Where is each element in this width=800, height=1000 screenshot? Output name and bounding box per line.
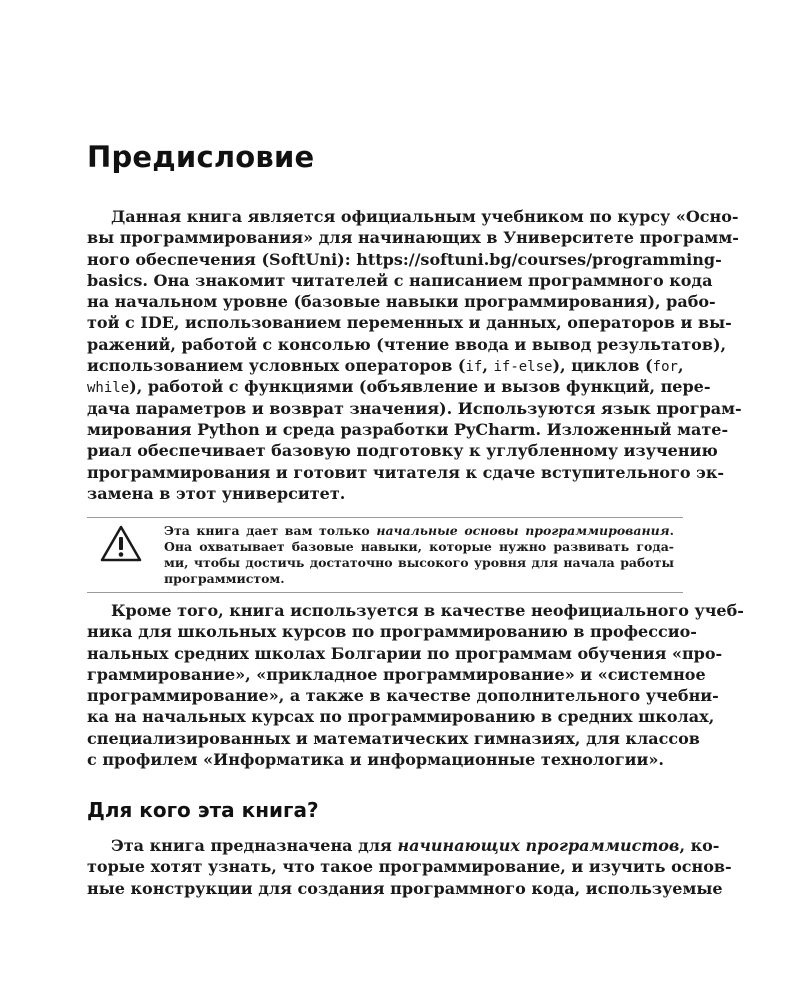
page-title: Предисловие xyxy=(87,140,315,174)
warning-note xyxy=(87,517,683,593)
text-line: вы программирования» для начинающих в Университете программ- xyxy=(87,228,739,248)
text-line: basics. Она знакомит читателей с написанием программного кода xyxy=(87,270,713,290)
emphasis: начальные основы программирования xyxy=(376,523,670,538)
text-line: мирования Python и среда разработки PyCharm. Изложенный мате- xyxy=(87,419,729,439)
text-line: ного обеспечения (SoftUni): https://softuni.bg/courses/programming- xyxy=(87,249,722,269)
text-line: программирование», а также в качестве дополнительного учебни- xyxy=(87,686,719,706)
text-line: Кроме того, книга используется в качестве неофициального учеб- xyxy=(111,601,744,620)
text-line: ражений, работой с консолью (чтение ввода и вывод результатов), xyxy=(87,334,727,354)
emphasis: начинающих программистов xyxy=(397,836,680,855)
text-line: программирования и готовит читателя к сдаче вступительного эк- xyxy=(87,462,725,482)
preface-paragraph-1 xyxy=(87,206,742,504)
text-line: замена в этот университет. xyxy=(87,483,346,503)
code-if: if xyxy=(465,359,483,376)
text-line: использованием условных операторов (if, if-else), циклов (for, xyxy=(87,356,684,376)
text-line: с профилем «Информатика и информационные технологии». xyxy=(87,750,664,770)
note-line: ми, чтобы достичь достаточно высокого уровня для начала работы xyxy=(164,555,674,570)
text-line: риал обеспечивает базовую подготовку к углубленному изучению xyxy=(87,441,718,461)
warning-note-text xyxy=(164,523,674,587)
note-line: Она охватывает базовые навыки, которые нужно развивать года- xyxy=(164,539,674,554)
code-while: while xyxy=(87,380,130,397)
text-line: той с IDE, использованием переменных и данных, операторов и вы- xyxy=(87,313,732,333)
text-line: Эта книга предназначена для начинающих программистов, ко- xyxy=(111,836,720,855)
section-heading: Для кого эта книга? xyxy=(87,798,319,822)
text-line: ника для школьных курсов по программированию в профессио- xyxy=(87,622,697,642)
code-if-else: if-else xyxy=(493,359,553,376)
audience-paragraph xyxy=(87,835,732,899)
text-line: ные конструкции для создания программного кода, используемые xyxy=(87,878,723,898)
warning-icon xyxy=(99,524,143,564)
text-line: ка на начальных курсах по программированию в средних школах, xyxy=(87,707,715,727)
text-line: граммирование», «прикладное программирование» и «системное xyxy=(87,664,706,684)
text-line: торые хотят узнать, что такое программирование, и изучить основ- xyxy=(87,857,732,877)
preface-paragraph-2 xyxy=(87,600,744,770)
note-line: Эта книга дает вам только начальные основы программирования. xyxy=(164,523,674,538)
text-line: нальных средних школах Болгарии по программам обучения «про- xyxy=(87,643,723,663)
text-line: дача параметров и возврат значения). Используются язык програм- xyxy=(87,398,742,418)
text-line: Данная книга является официальным учебником по курсу «Осно- xyxy=(111,207,739,226)
code-for: for xyxy=(652,359,678,376)
text-line: while), работой с функциями (объявление и вызов функций, пере- xyxy=(87,377,711,397)
note-line: программистом. xyxy=(164,571,285,586)
text-line: специализированных и математических гимназиях, для классов xyxy=(87,728,700,748)
text-line: на начальном уровне (базовые навыки программирования), рабо- xyxy=(87,292,716,312)
